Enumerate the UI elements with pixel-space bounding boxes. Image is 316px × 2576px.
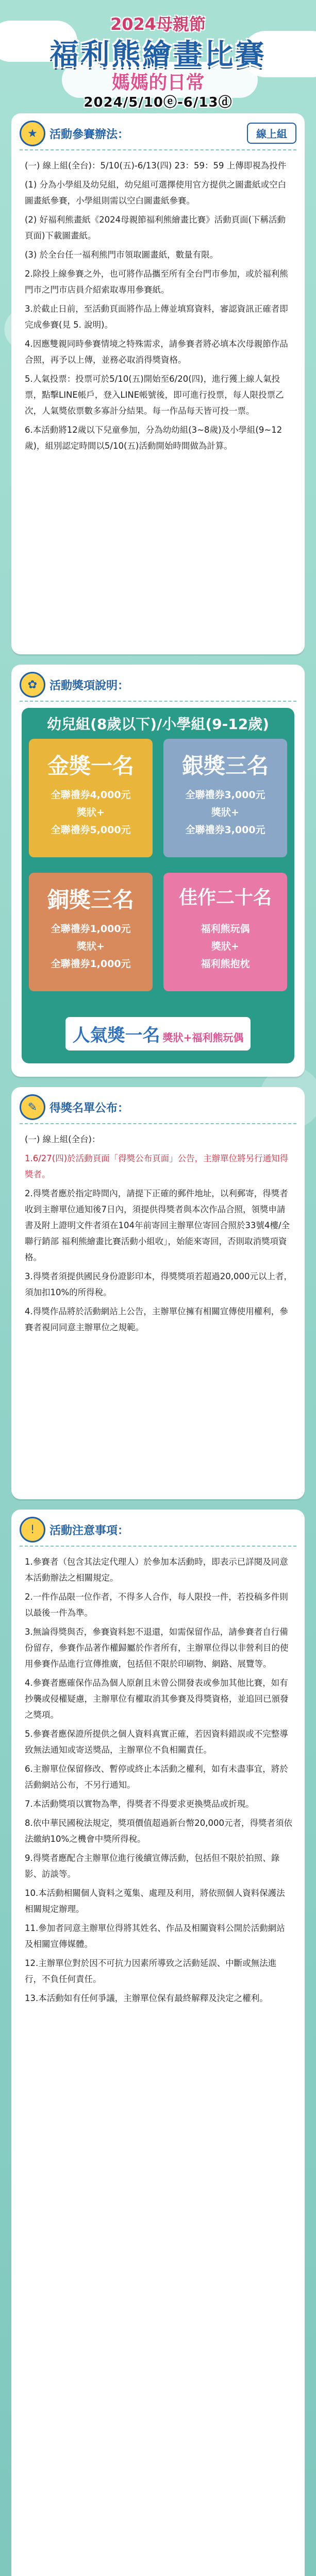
- notes-paragraph: 13.本活動如有任何爭議，主辦單位保有最終解釋及決定之權利。: [25, 1993, 268, 2003]
- rules-paragraph: (3) 於全台任一福利熊門市領取圖畫紙，數量有限。: [25, 250, 219, 260]
- prize-name: 銀獎三名: [181, 753, 269, 778]
- prize-name: 佳作二十名: [178, 887, 272, 908]
- announce-paragraph: 1.6/27(四)於活動頁面「得獎公布頁面」公告，主辦單位將另行通知得獎者。: [25, 1154, 289, 1179]
- notes-paragraph: 8.依中華民國稅法規定，獎項價值超過新台幣20,000元者，得獎者須依法繳納10%之機會中獎所得稅。: [25, 1818, 292, 1844]
- prize-name: 金獎一名: [47, 753, 134, 778]
- announce-title: 得獎名單公布：: [49, 1101, 129, 1115]
- notes-paragraph: 9.得獎者應配合主辦單位進行後續宣傳活動，包括但不限於拍照、錄影、訪談等。: [25, 1853, 280, 1879]
- divider: [20, 701, 296, 702]
- prizes-title: 活動獎項說明：: [49, 679, 129, 692]
- notes-paragraph: 3.無論得獎與否，參賽資料恕不退還，如需保留作品，請參賽者自行備份留存，參賽作品著作權歸屬於作者所有，主辦單位得以非營利目的使用參賽作品進行宣傳推廣，包括但不限於印刷物、網路、展覽等。: [25, 1627, 289, 1669]
- notes-text: [25, 1554, 292, 2009]
- prize-desc-line: 全聯禮券4,000元: [51, 789, 131, 801]
- notes-paragraph: 5.參賽者應保證所提供之個人資料真實正確，若因資料錯誤或不完整導致無法通知或寄送獎品，主辦單位不負相關責任。: [25, 1729, 288, 1755]
- announce-paragraph: 4.得獎作品將於活動網站上公告，主辦單位擁有相關宣傳使用權利，參賽者視同同意主辦單位之規範。: [25, 1307, 288, 1332]
- rules-card: [11, 113, 305, 654]
- prize-desc-line: 獎狀+: [77, 807, 105, 818]
- megaphone-icon: ✎: [20, 1094, 45, 1120]
- announce-text: [25, 1131, 292, 1338]
- gift-icon: ✿: [20, 672, 45, 698]
- popular-award-name: 人氣獎一名: [72, 1025, 160, 1046]
- rules-title: 活動參賽辦法：: [49, 128, 129, 141]
- popular-award-desc: 獎狀+福利熊玩偶: [162, 1031, 244, 1044]
- notes-paragraph: 6.主辦單位保留修改、暫停或終止本活動之權利，如有未盡事宜，將於活動網站公布，不另行通知。: [25, 1764, 288, 1790]
- notes-title: 活動注意事項：: [49, 1524, 129, 1537]
- divider: [20, 1123, 296, 1124]
- prizes-card: [11, 665, 305, 1077]
- popular-award: [22, 1017, 294, 1050]
- notes-card: [11, 1510, 305, 2576]
- hero-header: [0, 0, 316, 110]
- prize-desc: [29, 920, 153, 973]
- announce-paragraph: 3.得獎者須提供國民身份證影印本，得獎獎項若超過20,000元以上者，須加扣10%的所得稅。: [25, 1272, 292, 1297]
- notes-paragraph: 10.本活動相關個人資料之蒐集、處理及利用，將依照個人資料保護法相關規定辦理。: [25, 1888, 285, 1914]
- rules-paragraph: 5.人氣投票：投票可於5/10(五)開始至6/20(四)，進行獲上線人氣投票，點擊LINE帳戶，登入LINE帳號後，即可進行投票，每人限投票乙次，人氣獎依票數多寡計分結果。每一作品每天皆可投一票。: [25, 374, 284, 416]
- divider: [20, 149, 296, 150]
- prize-desc-line: 獎狀+: [211, 807, 239, 818]
- notes-paragraph: 12.主辦單位對於因不可抗力因素所導致之活動延誤、中斷或無法進行，不負任何責任。: [25, 1958, 277, 1984]
- notes-paragraph: 4.參賽者應確保作品為個人原創且未曾公開發表或參加其他比賽，如有抄襲或侵權疑慮，主辦單位有權取消其參賽及得獎資格，並追回已頒發之獎項。: [25, 1678, 289, 1720]
- prize-silver: [163, 739, 287, 857]
- prize-panel: [22, 708, 294, 1063]
- rules-paragraph: (2) 好福利熊畫紙《2024母親節福利熊繪畫比賽》活動頁面(下稱活動頁面)下載圖畫紙。: [25, 215, 286, 241]
- bear-icon: ★: [20, 121, 45, 146]
- prizes-heading: [20, 672, 129, 698]
- prize-panel-title: 幼兒組(8歲以下)/小學組(9-12歲): [47, 716, 269, 733]
- prize-bronze: [29, 873, 153, 991]
- announce-card: [11, 1087, 305, 1499]
- prize-desc-line: 全聯禮券1,000元: [51, 958, 131, 970]
- prize-name: 銅獎三名: [47, 887, 134, 912]
- rules-paragraph: 3.於截止日前，至活動頁面將作品上傳並填寫資料，審認資訊正確者即完成參賽(見 5. 說明)。: [25, 304, 288, 330]
- prize-honorable: [163, 873, 287, 991]
- prize-gold: [29, 739, 153, 857]
- rules-paragraph: (1) 分為小學組及幼兒組，幼兒組可選擇使用官方提供之圖畫紙或空白圖畫紙參賽，小學組則需以空白圖畫紙參賽。: [25, 180, 287, 206]
- announce-paragraph: (一) 線上組(全台)：: [25, 1134, 101, 1144]
- prize-desc-line: 福利熊玩偶: [201, 923, 250, 935]
- event-theme: 媽媽的日常: [111, 72, 205, 93]
- rules-text: [25, 158, 292, 457]
- prize-desc-line: 全聯禮券5,000元: [51, 824, 131, 836]
- event-dates: 2024/5/10ⓔ-6/13ⓓ: [84, 95, 232, 110]
- prize-desc: [29, 786, 153, 839]
- alert-icon: !: [20, 1517, 45, 1543]
- prize-desc-line: 獎狀+: [77, 941, 105, 952]
- prize-desc-line: 全聯禮券1,000元: [51, 923, 131, 935]
- prize-desc-line: 獎狀+: [211, 941, 239, 952]
- event-year-title: 2024母親節: [110, 14, 206, 34]
- event-main-title: 福利熊繪畫比賽: [49, 38, 267, 72]
- notes-paragraph: 2.一件作品限一位作者，不得多人合作，每人限投一件，若投稿多件則以最後一件為準。: [25, 1592, 288, 1618]
- announce-heading: [20, 1094, 129, 1120]
- prize-desc-line: 全聯禮券3,000元: [185, 824, 265, 836]
- rules-paragraph: 4.因應雙親同時參賽情境之特殊需求，請參賽者將必填本次母親節作品合照，再予以上傳，並務必取消得獎資格。: [25, 339, 288, 365]
- online-group-tag: 線上組: [247, 123, 296, 144]
- rules-paragraph: (一) 線上組(全台)：5/10(五)-6/13(四) 23：59：59 上傳即視為投件: [25, 161, 287, 171]
- prize-desc: [163, 786, 287, 839]
- notes-paragraph: 7.本活動獎項以實物為準，得獎者不得要求更換獎品或折現。: [25, 1799, 254, 1809]
- prize-desc-line: 福利熊抱枕: [201, 958, 250, 970]
- notes-paragraph: 11.參加者同意主辦單位得將其姓名、作品及相關資料公開於活動網站及相關宣傳媒體。: [25, 1923, 285, 1949]
- rules-paragraph: 6.本活動將12歲以下兒童參加，分為幼幼組(3~8歲)及小學組(9~12歲)，組別認定時間以5/10(五)活動開始時間做為計算。: [25, 425, 282, 451]
- notes-heading: [20, 1517, 129, 1543]
- notes-paragraph: 1.參賽者（包含其法定代理人）於參加本活動時，即表示已詳閱及同意本活動辦法之相關規定。: [25, 1557, 288, 1583]
- divider: [20, 1546, 296, 1547]
- rules-paragraph: 2.除投上線參賽之外，也可將作品攜至所有全台門市參加，或於福利熊門市之門市店員介紹索取專用參賽紙。: [25, 269, 288, 295]
- rules-heading: [20, 121, 129, 146]
- prize-desc-line: 全聯禮券3,000元: [185, 789, 265, 801]
- popular-award-box: [65, 1017, 251, 1050]
- prize-desc: [163, 920, 287, 973]
- announce-paragraph: 2.得獎者應於指定時間內，請提下正確的郵件地址，以利郵寄，得獎者收到主辦單位通知後7日內，須提供得獎者與本次作品合照，領獎申請書及附上證明文件者須在104年前寄回主辦單位寄回合照於33號4樓/全聯行銷部 福利熊繪畫比賽活動小組收」，始能來寄回，否則取消獎項資格。: [25, 1189, 290, 1262]
